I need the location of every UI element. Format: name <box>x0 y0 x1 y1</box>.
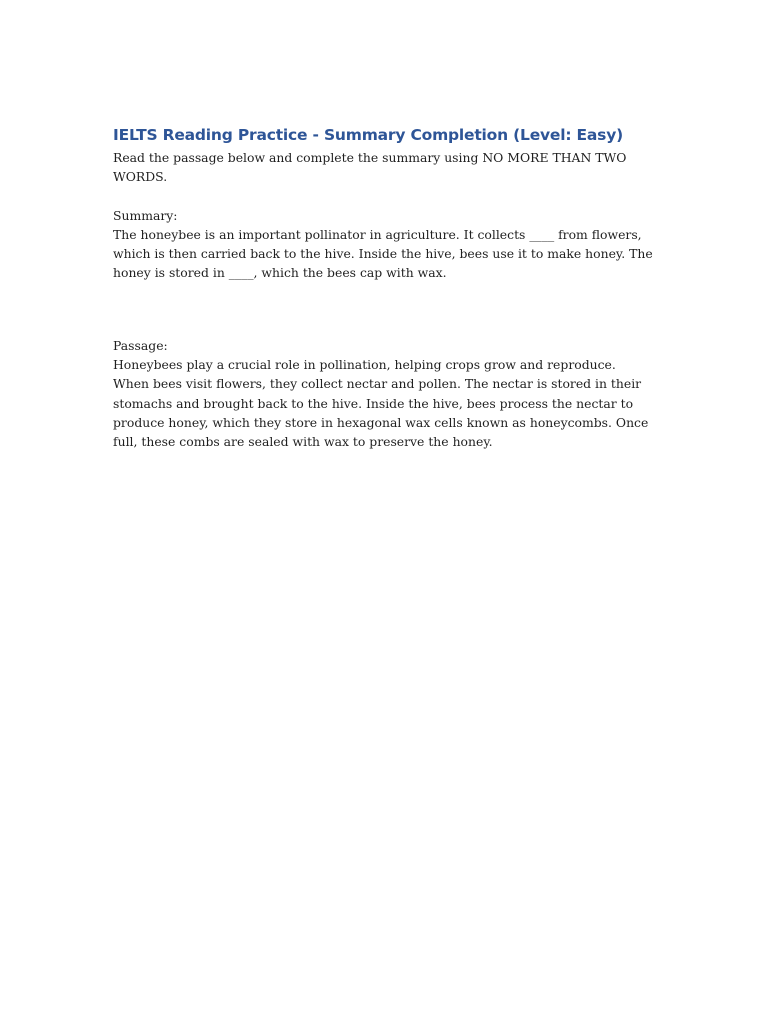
passage-text: Honeybees play a crucial role in pollination, helping crops grow and reproduce. When bees visit flowers, they collect nectar and pollen. The nectar is stored in their stomachs and brought back to the hive. Inside the hive, bees process the nectar to produce honey, which they store in hexagonal wax cells known as honeycombs. Once full, these combs are sealed with wax to preserve the honey. <box>113 357 649 450</box>
summary-text: The honeybee is an important pollinator in agriculture. It collects ____ from flowers, which is then carried back to the hive. Inside the hive, bees use it to make honey. The honey is stored in ____, which the bees cap with wax. <box>113 226 653 281</box>
spacer <box>113 283 653 336</box>
spacer <box>113 187 653 206</box>
document-body <box>113 124 653 452</box>
passage-heading: Passage: <box>113 337 168 353</box>
instructions-text: Read the passage below and complete the summary using NO MORE THAN TWO WORDS. <box>113 150 627 185</box>
document-title: IELTS Reading Practice - Summary Completion (Level: Easy) <box>113 126 623 144</box>
summary-heading: Summary: <box>113 207 178 223</box>
